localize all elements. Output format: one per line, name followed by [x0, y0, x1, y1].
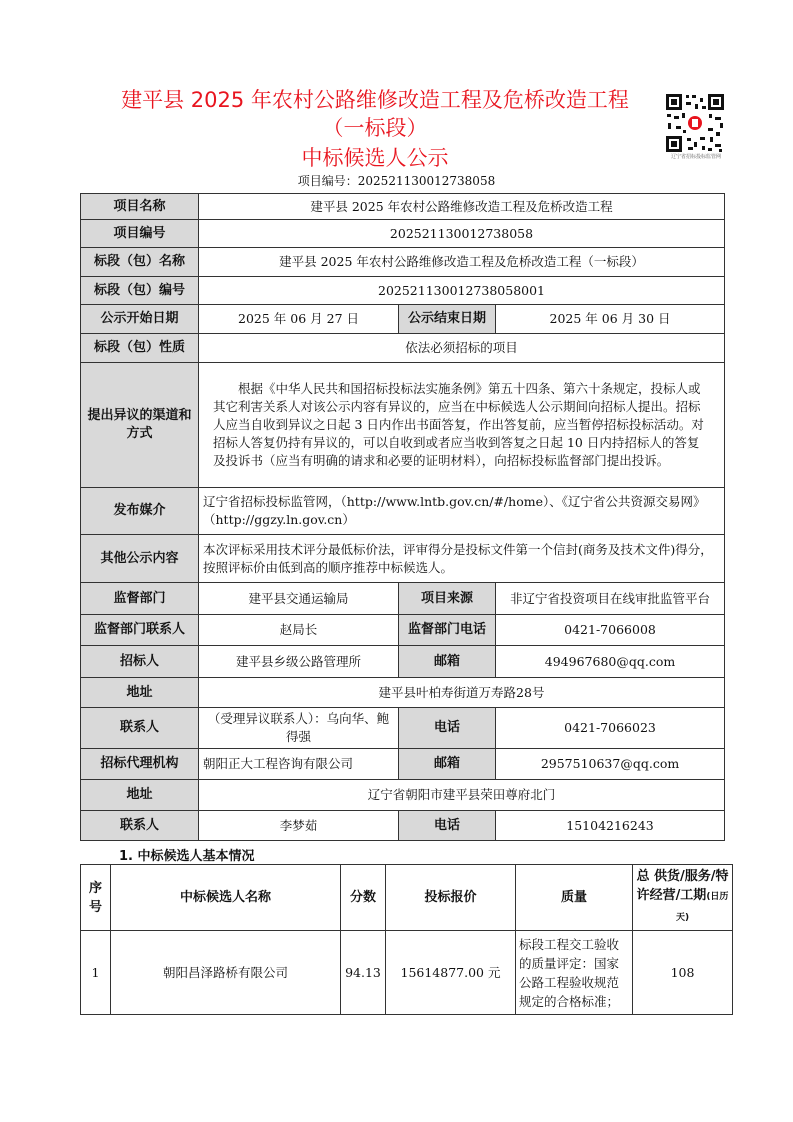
candidate-price: 15614877.00 元 [386, 931, 516, 1015]
project-source-label: 项目来源 [399, 583, 496, 615]
section-no-value: 202521130012738058001 [199, 277, 725, 305]
section-no-label: 标段（包）编号 [81, 277, 199, 305]
header-period-main: 总 供货/服务/特许经营/工期 [636, 869, 729, 903]
tenderer-phone-label: 电话 [399, 708, 496, 749]
tenderer-value: 建平县乡级公路管理所 [199, 646, 399, 678]
tenderer-label: 招标人 [81, 646, 199, 678]
tenderer-address-value: 建平县叶柏寿街道万寿路28号 [199, 678, 725, 708]
candidate-quality: 标段工程交工验收的质量评定：国家公路工程验收规范规定的合格标准； [516, 931, 633, 1015]
supervisor-label: 监督部门 [81, 583, 199, 615]
project-source-value: 非辽宁省投资项目在线审批监管平台 [496, 583, 725, 615]
candidates-table [80, 864, 733, 1015]
media-text: 辽宁省招标投标监管网，（http://www.lntb.gov.cn/#/home）、《辽宁省公共资源交易网》（http://ggzy.ln.gov.cn） [199, 488, 725, 535]
qr-caption: 辽宁省招标投标监管网 [670, 154, 721, 160]
candidate-no: 1 [81, 931, 111, 1015]
tenderer-contact-label: 联系人 [81, 708, 199, 749]
agency-email-value[interactable]: 2957510637@qq.com [496, 749, 725, 780]
media-label: 发布媒介 [81, 488, 199, 535]
candidate-name: 朝阳昌泽路桥有限公司 [111, 931, 341, 1015]
project-info-table [80, 193, 725, 841]
qr-code-icon[interactable] [664, 92, 726, 154]
agency-value: 朝阳正大工程咨询有限公司 [199, 749, 399, 780]
tenderer-address-label: 地址 [81, 678, 199, 708]
agency-contact-label: 联系人 [81, 811, 199, 841]
project-name-value: 建平县 2025 年农村公路维修改造工程及危桥改造工程 [199, 194, 725, 220]
section-name-value: 建平县 2025 年农村公路维修改造工程及危桥改造工程（一标段） [199, 248, 725, 277]
header-quality: 质量 [516, 865, 633, 931]
agency-contact-value: 李梦茹 [199, 811, 399, 841]
section-name-label: 标段（包）名称 [81, 248, 199, 277]
agency-phone-label: 电话 [399, 811, 496, 841]
agency-address-value: 辽宁省朝阳市建平县荣田尊府北门 [199, 780, 725, 811]
agency-phone-value: 15104216243 [496, 811, 725, 841]
objection-channel-text: 根据《中华人民共和国招标投标法实施条例》第五十四条、第六十条规定，投标人或其它利害关系人对该公示内容有异议的，应当在中标候选人公示期间向招标人提出。招标人应当自收到异议之日起 3 日内作出书面答复，作出答复前，应当暂停招标投标活动。对招标人答复仍持有异议的，可以自收到或者应当收到答复之日起 10 日内持招标人的答复及投诉书（应当有明确的请求和必要的证明材料），向招标投标监督部门提出投诉。 [199, 363, 725, 488]
section-nature-label: 标段（包）性质 [81, 334, 199, 363]
header-price: 投标报价 [386, 865, 516, 931]
other-content-label: 其他公示内容 [81, 535, 199, 583]
section-nature-value: 依法必须招标的项目 [199, 334, 725, 363]
start-date-value: 2025 年 06 月 27 日 [199, 305, 399, 334]
agency-email-label: 邮箱 [399, 749, 496, 780]
header-score: 分数 [341, 865, 386, 931]
header-name: 中标候选人名称 [111, 865, 341, 931]
supervisor-phone-label: 监督部门电话 [399, 615, 496, 646]
header-period-unit: (日历天) [675, 892, 729, 923]
supervisor-contact-label: 监督部门联系人 [81, 615, 199, 646]
candidate-period: 108 [633, 931, 733, 1015]
project-number-line: 项目编号：20252113001273805​8 [297, 174, 496, 188]
start-date-label: 公示开始日期 [81, 305, 199, 334]
candidate-score: 94.13 [341, 931, 386, 1015]
tenderer-email-value[interactable]: 494967680@qq.com [496, 646, 725, 678]
supervisor-value: 建平县交通运输局 [199, 583, 399, 615]
tenderer-phone-value: 0421-7066023 [496, 708, 725, 749]
header-period [633, 865, 733, 931]
other-content-text: 本次评标采用技术评分最低标价法，评审得分是投标文件第一个信封(商务及技术文件)得分，按照评标价由低到高的顺序推荐中标候选人。 [199, 535, 725, 583]
end-date-label: 公示结束日期 [399, 305, 496, 334]
agency-label: 招标代理机构 [81, 749, 199, 780]
agency-address-label: 地址 [81, 780, 199, 811]
objection-channel-label: 提出异议的渠道和方式 [81, 363, 199, 488]
project-no-label: 项目编号 [81, 220, 199, 248]
header-no: 序号 [81, 865, 111, 931]
end-date-value: 2025 年 06 月 30 日 [496, 305, 725, 334]
notice-subtitle: 中标候选人公示 [301, 146, 449, 170]
supervisor-contact-value: 赵局长 [199, 615, 399, 646]
tenderer-contact-value: （受理异议联系人）：乌向华、鲍得强 [199, 708, 399, 749]
project-no-value: 202521130012738058 [199, 220, 725, 248]
tenderer-email-label: 邮箱 [399, 646, 496, 678]
notice-title: 建平县 2025 年农村公路维修改造工程及危桥改造工程（一标段） [121, 88, 629, 140]
project-name-label: 项目名称 [81, 194, 199, 220]
table-row [81, 931, 733, 1015]
candidates-section-title: 1. 中标候选人基本情况 [119, 849, 255, 864]
supervisor-phone-value: 0421-7066008 [496, 615, 725, 646]
